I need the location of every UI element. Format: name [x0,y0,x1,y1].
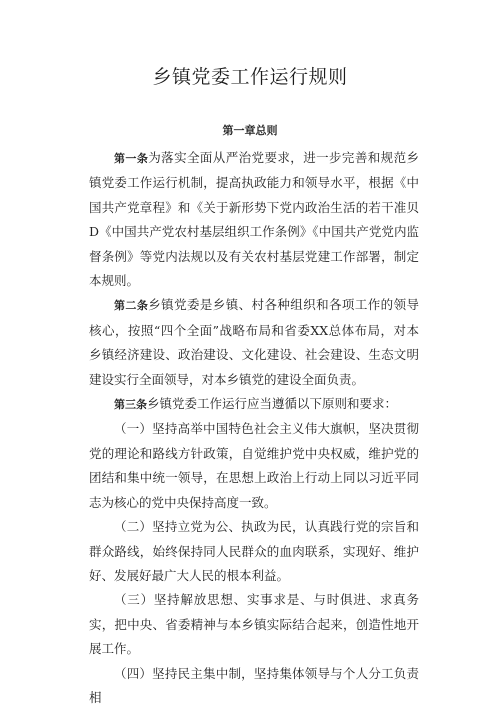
document-body [89,146,419,710]
principle-item-2: （二）坚持立党为公、执政为民，认真践行党的宗旨和群众路线，始终保持同人民群众的血肉联系，实现好、维护好、发展好最广大人民的根本利益。 [89,519,419,583]
chapter-heading: 第一章总则 [222,124,278,137]
article-2 [89,293,419,392]
article-1 [89,146,419,293]
principle-item-1: （一）坚持高举中国特色社会主义伟大旗帜，坚决贯彻党的理论和路线方针政策，自觉维护党中央权威，维护党的团结和集中统一领导，在思想上政治上行动上同以习近平同志为核心的党中央保持高度一致。 [89,421,419,510]
article-3 [89,392,419,417]
article-2-head: 第二条 [114,299,149,313]
article-3-text: 乡镇党委工作运行应当遵循以下原则和要求： [147,396,398,412]
article-1-text: 为落实全面从严治党要求，进一步完善和规范乡镇党委工作运行机制，提高执政能力和领导水平，根据《中国共产党章程》和《关于新形势下党内政治生活的若干准贝D《中国共产党农村基层组织工作条例》《中国共产党党内监督条例》等党内法规以及有关农村基层党建工作部署，制定本规则。 [89,150,419,289]
principle-item-4: （四）坚持民主集中制，坚持集体领导与个人分工负责相 [89,665,419,705]
principle-item-3: （三）坚持解放思想、实事求是、与时俱进、求真务实，把中央、省委精神与本乡镇实际结合起来，创造性地开展工作。 [89,592,419,657]
document-title: 乡镇党委工作运行规则 [152,66,348,88]
article-3-head: 第三条 [114,398,147,412]
article-1-head: 第一条 [114,152,149,165]
article-2-text: 乡镇党委是乡镇、村各种组织和各项工作的领导核心，按照“四个全面”战略布局和省委XX总体布局，对本乡镇经济建设、政治建设、文化建设、社会建设、生态文明建设实行全面领导，对本乡镇党的建设全面负责。 [89,297,419,387]
